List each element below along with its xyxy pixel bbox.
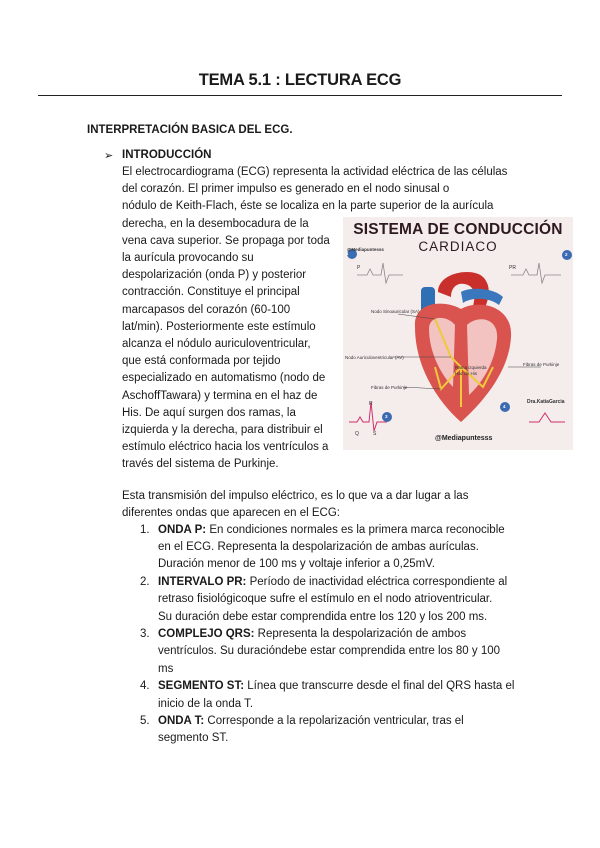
intro-line: del corazón. El primer impulso es generado en el nodo sinusal o: [122, 183, 450, 196]
ecg-trace-icon: [357, 263, 403, 283]
wave-text: Representa la despolarización de ambos: [254, 628, 467, 641]
intro-line: que está conformada por tejido: [122, 355, 281, 368]
intro-line: especializado en automatismo (nodo de: [122, 372, 326, 385]
intro-line: estímulo eléctrico hacia los ventrículos a: [122, 441, 329, 454]
wave-letter: P: [357, 265, 361, 271]
infographic-title: SISTEMA DE CONDUCCIÓN: [353, 221, 563, 238]
sa-node-label: Nodo Sinoauricular (SA): [371, 309, 420, 314]
intro-line: El electrocardiograma (ECG) representa la actividad eléctrica de las células: [122, 166, 508, 178]
intro-line: nódulo de Keith-Flach, éste se localiza en la parte superior de la aurícula: [122, 200, 494, 213]
intro-line: His. De aquí surgen dos ramas, la: [122, 406, 296, 419]
badge-number: 3: [385, 414, 388, 419]
transmission-line: diferentes ondas que aparecen en el ECG:: [122, 507, 341, 520]
page-title: TEMA 5.1 : LECTURA ECG: [198, 71, 402, 89]
ecg-waves-list: [140, 522, 514, 748]
intro-line: contracción. Constituye el principal: [122, 286, 300, 299]
wave-letter: PR: [509, 265, 516, 271]
wave-text: retraso fisiológicoque sufre el estímulo en el nodo atrioventricular.: [158, 593, 493, 606]
intro-heading: INTRODUCCIÓN: [122, 149, 212, 161]
intro-line: vena cava superior. Se propaga por toda: [122, 234, 330, 247]
badge-number: 1: [346, 251, 349, 256]
list-number: 2.: [140, 576, 150, 589]
wave-term: INTERVALO PR:: [158, 576, 247, 589]
list-item: [140, 713, 514, 747]
intro-line: AschoffTawara) y termina en el haz de: [122, 389, 318, 402]
wave-text: inicio de la onda T.: [158, 697, 254, 710]
wave-term: ONDA P:: [158, 524, 207, 536]
wave-text: en el ECG. Representa la despolarización de ambas aurículas.: [158, 541, 479, 554]
purkinje-label: Fibras de Purkinje: [371, 385, 408, 390]
wave-text: Línea que transcurre desde el final del QRS hasta el: [244, 680, 515, 693]
wave-text: ventrículos. Su duracióndebe estar comprendida entre los 80 y 100: [158, 645, 501, 658]
wave-text: En condiciones normales es la primera marca reconocible: [206, 524, 505, 536]
handle-label: @Mediapuntesss: [435, 435, 493, 442]
list-item: [140, 574, 514, 626]
infographic-subtitle: CARDIACO: [418, 239, 498, 254]
purkinje-label: Fibras de Purkinje: [523, 362, 560, 367]
list-item: [140, 522, 514, 574]
intro-line: marcapasos del corazón (60-100: [122, 303, 291, 316]
his-bundle-label: Haz de His: [455, 371, 478, 376]
wave-term: SEGMENTO ST:: [158, 680, 245, 693]
ecg-trace-icon: [529, 413, 565, 422]
intro-line: la aurícula provocando su: [122, 252, 254, 265]
intro-line: lat/min). Posteriormente este estímulo: [122, 320, 316, 333]
intro-line: despolarización (onda P) y posterior: [122, 269, 307, 282]
heart-body-shape: [415, 304, 511, 422]
wave-letter: R: [369, 401, 373, 407]
arrow-bullet-icon: ➢: [104, 150, 114, 162]
intro-line: izquierda y la derecha, para distribuir el: [122, 424, 323, 437]
list-number: 5.: [140, 715, 150, 728]
branch-label: Rama izquierda: [455, 365, 487, 370]
wave-text: Duración menor de 100 ms y voltaje inferior a 0,25mV.: [158, 558, 435, 571]
intro-line: alcanza el nódulo auriculoventricular,: [122, 338, 311, 351]
badge-number: 2: [565, 252, 568, 257]
transmission-paragraph: [122, 488, 468, 522]
conduction-system-infographic: [343, 217, 573, 450]
wave-text: Período de inactividad eléctrica correspondiente al: [246, 576, 508, 589]
wave-text: segmento ST.: [158, 732, 229, 745]
wave-letter: Q: [355, 431, 359, 437]
credit-label: Dra.KatiaGarcia: [527, 399, 565, 405]
wave-text: Su duración debe estar comprendida entre los 120 y los 200 ms.: [158, 610, 488, 623]
wave-text: ms: [158, 662, 174, 675]
wave-term: COMPLEJO QRS:: [158, 628, 255, 641]
handle-label: @Mediapuntesss: [347, 247, 384, 252]
wave-term: ONDA T:: [158, 715, 205, 728]
av-node-label: Nodo Auriculoventricular (AV): [345, 355, 404, 360]
list-item: [140, 626, 514, 678]
intro-line: derecha, en la desembocadura de la: [122, 217, 309, 230]
wave-letter: S: [373, 431, 377, 437]
ecg-trace-icon: [511, 263, 561, 283]
list-number: 3.: [140, 628, 150, 641]
list-number: 4.: [140, 680, 150, 693]
intro-line: través del sistema de Purkinje.: [122, 458, 279, 471]
ecg-trace-icon: [349, 402, 387, 431]
transmission-line: Esta transmisión del impulso eléctrico, es lo que va a dar lugar a las: [122, 490, 469, 502]
wave-text: Corresponde a la repolarización ventricular, tras el: [204, 715, 464, 728]
list-item: [140, 678, 514, 712]
title-rule: [38, 95, 562, 96]
badge-number: 4: [503, 404, 506, 409]
section-heading: INTERPRETACIÓN BASICA DEL ECG.: [87, 124, 293, 136]
list-number: 1.: [140, 524, 150, 536]
